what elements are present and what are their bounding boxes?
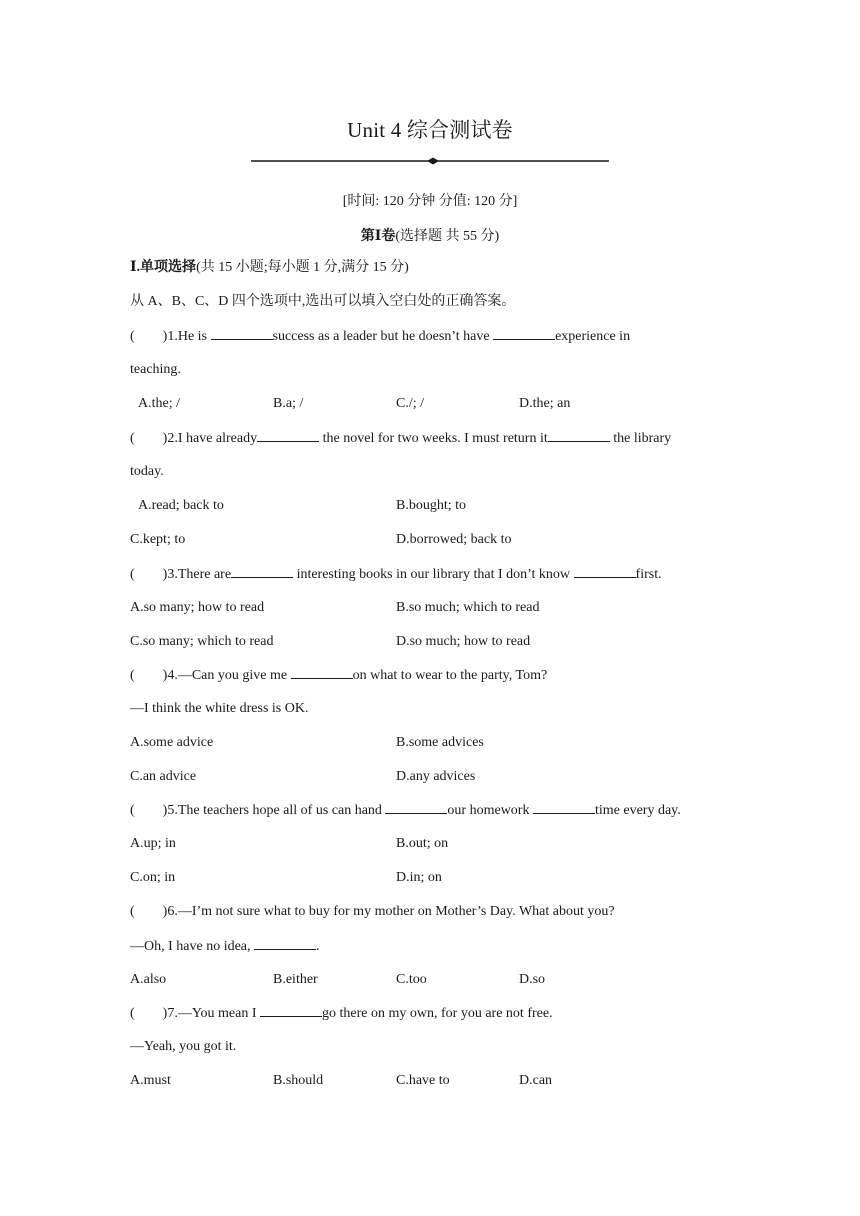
question-3-stem: ( )3.There are interesting books in our library that I don’t know first. bbox=[130, 564, 662, 585]
question-2-continuation: today. bbox=[130, 464, 164, 479]
question-1-option-b: B.a; / bbox=[273, 396, 304, 411]
answer-bracket: ( ) bbox=[130, 431, 168, 446]
answer-blank bbox=[533, 800, 595, 814]
answer-blank bbox=[254, 936, 316, 950]
question-6-option-c: C.too bbox=[396, 972, 427, 987]
answer-blank bbox=[257, 428, 319, 442]
answer-blank bbox=[548, 428, 610, 442]
question-7-option-b: B.should bbox=[273, 1073, 324, 1088]
question-4-option-a: A.some advice bbox=[130, 735, 214, 750]
answer-bracket: ( ) bbox=[130, 1006, 168, 1021]
question-6-stem: ( )6.—I’m not sure what to buy for my mother on Mother’s Day. What about you? bbox=[130, 904, 615, 919]
question-6-continuation: —Oh, I have no idea, . bbox=[130, 936, 320, 957]
section-title: Ⅰ.单项选择 bbox=[130, 260, 197, 275]
section-heading bbox=[130, 258, 409, 278]
question-4-option-d: D.any advices bbox=[396, 769, 476, 784]
question-6-option-a: A.also bbox=[130, 972, 167, 987]
question-5-stem: ( )5.The teachers hope all of us can hand our homework time every day. bbox=[130, 800, 681, 821]
question-3-option-c: C.so many; which to read bbox=[130, 634, 274, 649]
question-3-option-a: A.so many; how to read bbox=[130, 600, 265, 615]
question-1-continuation: teaching. bbox=[130, 362, 181, 377]
answer-blank bbox=[385, 800, 447, 814]
question-2-option-c: C.kept; to bbox=[130, 532, 186, 547]
question-2-option-b: B.bought; to bbox=[396, 498, 467, 513]
question-7-option-a: A.must bbox=[130, 1073, 171, 1088]
question-4-stem: ( )4.—Can you give me on what to wear to the party, Tom? bbox=[130, 665, 547, 686]
question-2-option-d: D.borrowed; back to bbox=[396, 532, 512, 547]
question-1-option-c: C./; / bbox=[396, 396, 425, 411]
answer-bracket: ( ) bbox=[130, 904, 168, 919]
answer-blank bbox=[493, 326, 555, 340]
question-4-option-b: B.some advices bbox=[396, 735, 484, 750]
question-2-stem: ( )2.I have already the novel for two weeks. I must return it the library bbox=[130, 428, 671, 449]
answer-blank bbox=[574, 564, 636, 578]
answer-bracket: ( ) bbox=[130, 803, 168, 818]
question-5-option-d: D.in; on bbox=[396, 870, 442, 885]
question-7-stem: ( )7.—You mean I go there on my own, for you are not free. bbox=[130, 1003, 553, 1024]
question-5-option-b: B.out; on bbox=[396, 836, 449, 851]
question-5-option-a: A.up; in bbox=[130, 836, 176, 851]
volume-heading bbox=[0, 225, 860, 245]
question-7-continuation: —Yeah, you got it. bbox=[130, 1039, 237, 1054]
question-5-option-c: C.on; in bbox=[130, 870, 176, 885]
question-3-option-d: D.so much; how to read bbox=[396, 634, 531, 649]
question-4-option-c: C.an advice bbox=[130, 769, 197, 784]
answer-bracket: ( ) bbox=[130, 567, 168, 582]
question-7-option-d: D.can bbox=[519, 1073, 553, 1088]
question-1-option-d: D.the; an bbox=[519, 396, 571, 411]
question-6-option-b: B.either bbox=[273, 972, 318, 987]
question-1-stem: ( )1.He is success as a leader but he doesn’t have experience in bbox=[130, 326, 630, 347]
time-score-line: [时间: 120 分钟 分值: 120 分] bbox=[342, 194, 518, 209]
title-underline bbox=[251, 157, 609, 165]
answer-blank bbox=[211, 326, 273, 340]
volume-label: 第Ⅰ卷 bbox=[360, 229, 396, 244]
question-4-continuation: —I think the white dress is OK. bbox=[130, 701, 309, 716]
section-note: (共 15 小题;每小题 1 分,满分 15 分) bbox=[196, 260, 409, 275]
answer-blank bbox=[231, 564, 293, 578]
answer-blank bbox=[291, 665, 353, 679]
page-title: Unit 4 综合测试卷 bbox=[347, 118, 513, 142]
answer-bracket: ( ) bbox=[130, 329, 168, 344]
answer-bracket: ( ) bbox=[130, 668, 168, 683]
question-2-option-a: A.read; back to bbox=[138, 498, 224, 513]
question-1-option-a: A.the; / bbox=[138, 396, 180, 411]
section-instruction: 从 A、B、C、D 四个选项中,选出可以填入空白处的正确答案。 bbox=[130, 294, 516, 309]
question-3-option-b: B.so much; which to read bbox=[396, 600, 540, 615]
question-7-option-c: C.have to bbox=[396, 1073, 450, 1088]
answer-blank bbox=[260, 1003, 322, 1017]
question-6-option-d: D.so bbox=[519, 972, 546, 987]
volume-note: (选择题 共 55 分) bbox=[395, 229, 500, 244]
